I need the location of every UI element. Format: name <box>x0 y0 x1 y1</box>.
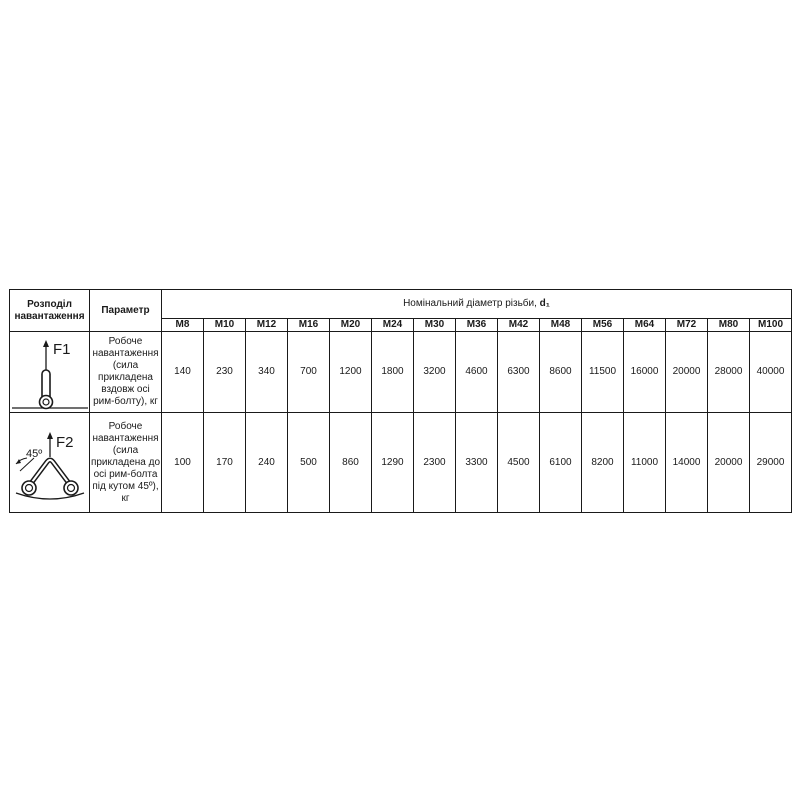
value-cell: 100 <box>162 413 204 513</box>
value-cell: 11000 <box>624 413 666 513</box>
parameter-cell: Робоче навантаження (сила прикладена вздовж осі рим-болту), кг <box>90 332 162 413</box>
size-header: M56 <box>582 319 624 332</box>
value-cell: 8200 <box>582 413 624 513</box>
angled-load-diagram <box>10 413 90 512</box>
value-cell: 29000 <box>750 413 792 513</box>
value-cell: 340 <box>246 332 288 413</box>
size-header: M24 <box>372 319 414 332</box>
axial-load-diagram <box>10 332 90 412</box>
value-cell: 240 <box>246 413 288 513</box>
value-cell: 11500 <box>582 332 624 413</box>
table-row-axial-load <box>10 332 792 413</box>
header-parameter: Параметр <box>90 290 162 332</box>
value-cell: 700 <box>288 332 330 413</box>
axial-load-diagram-cell <box>10 332 90 413</box>
value-cell: 6300 <box>498 332 540 413</box>
value-cell: 2300 <box>414 413 456 513</box>
header-diameter-label: Номінальний діаметр різьби, <box>403 298 537 309</box>
value-cell: 8600 <box>540 332 582 413</box>
size-header: M10 <box>204 319 246 332</box>
value-cell: 3200 <box>414 332 456 413</box>
value-cell: 4500 <box>498 413 540 513</box>
size-header: M100 <box>750 319 792 332</box>
parameter-cell: Робоче навантаження (сила прикладена до осі рим-болта під кутом 45º), кг <box>90 413 162 513</box>
value-cell: 40000 <box>750 332 792 413</box>
size-header: M64 <box>624 319 666 332</box>
size-header: M20 <box>330 319 372 332</box>
value-cell: 1290 <box>372 413 414 513</box>
value-cell: 170 <box>204 413 246 513</box>
value-cell: 500 <box>288 413 330 513</box>
header-load-distribution: Розподіл навантаження <box>10 290 90 332</box>
size-header: M36 <box>456 319 498 332</box>
size-header: M30 <box>414 319 456 332</box>
value-cell: 1200 <box>330 332 372 413</box>
value-cell: 20000 <box>666 332 708 413</box>
value-cell: 16000 <box>624 332 666 413</box>
load-table <box>9 289 792 513</box>
size-header: M16 <box>288 319 330 332</box>
value-cell: 4600 <box>456 332 498 413</box>
force-label-f1: F1 <box>53 341 71 358</box>
size-header: M48 <box>540 319 582 332</box>
angled-load-diagram-cell <box>10 413 90 513</box>
header-nominal-diameter <box>162 290 792 319</box>
size-header: M80 <box>708 319 750 332</box>
header-diameter-symbol: d₁ <box>539 298 550 309</box>
value-cell: 860 <box>330 413 372 513</box>
value-cell: 14000 <box>666 413 708 513</box>
value-cell: 6100 <box>540 413 582 513</box>
size-header: M12 <box>246 319 288 332</box>
size-header: M8 <box>162 319 204 332</box>
angle-label-45: 45º <box>26 448 43 460</box>
table-row-angled-load <box>10 413 792 513</box>
value-cell: 28000 <box>708 332 750 413</box>
force-label-f2: F2 <box>56 434 74 451</box>
size-header: M42 <box>498 319 540 332</box>
size-header: M72 <box>666 319 708 332</box>
value-cell: 230 <box>204 332 246 413</box>
value-cell: 140 <box>162 332 204 413</box>
value-cell: 20000 <box>708 413 750 513</box>
value-cell: 1800 <box>372 332 414 413</box>
value-cell: 3300 <box>456 413 498 513</box>
